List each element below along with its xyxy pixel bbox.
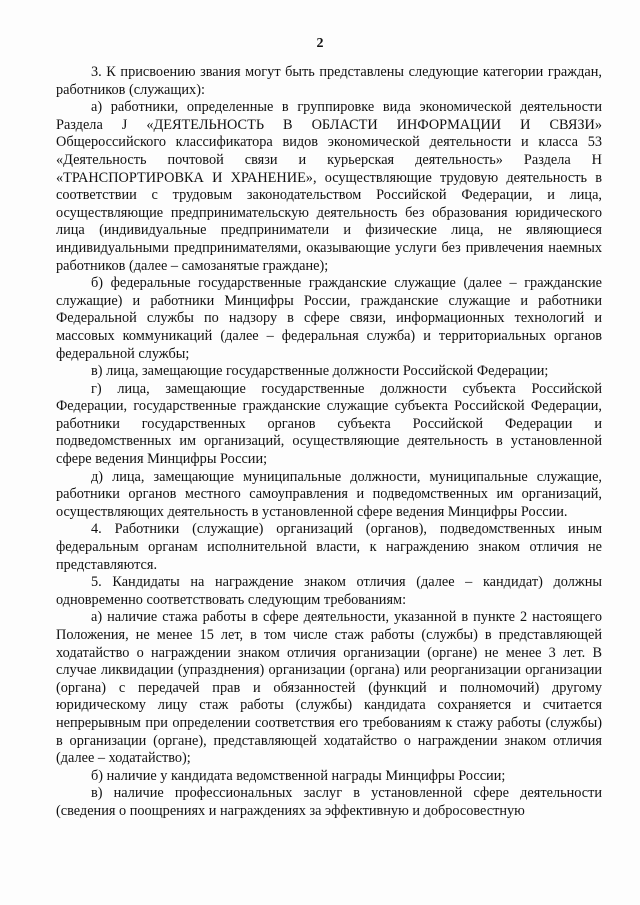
paragraph-5: 5. Кандидаты на награждение знаком отличия (далее – кандидат) должны одновременно соответствовать следующим требованиям:: [56, 574, 602, 608]
paragraph-3d: д) лица, замещающие муниципальные должности, муниципальные служащие, работники органов местного самоуправления и подведомственных им организаций, осуществляющих деятельность в установленной сфере ведения Минцифры России.: [56, 468, 602, 520]
paragraph-3a: а) работники, определенные в группировке вида экономической деятельности Раздела J «ДЕЯТЕЛЬНОСТЬ В ОБЛАСТИ ИНФОРМАЦИИ И СВЯЗИ» Общероссийского классификатора видов экономической деятельности и класса 53 «Деятельность почтовой связи и курьерская деятельность» Раздела Н «ТРАНСПОРТИРОВКА И ХРАНЕНИЕ», осуществляющие трудовую деятельность в соответствии с трудовым законодательством Российской Федерации, и лица, осуществляющие предпринимательскую деятельность без образования юридического лица (индивидуальные предприниматели и физические лица, не являющиеся индивидуальными предпринимателями, оказывающие услуги без привлечения наемных работников (далее – самозанятые граждане);: [56, 99, 602, 274]
paragraph-3: 3. К присвоению звания могут быть представлены следующие категории граждан, работников (служащих):: [56, 64, 602, 98]
paragraph-3v: в) лица, замещающие государственные должности Российской Федерации;: [91, 363, 549, 380]
paragraph-3b: б) федеральные государственные гражданские служащие (далее – гражданские служащие) и работники Минцифры России, гражданские служащие и работники Федеральной службы по надзору в сфере связи, информационных технологий и массовых коммуникаций (далее – федеральная служба) и территориальных органов федеральной службы;: [56, 275, 602, 362]
paragraph-4: 4. Работники (служащие) организаций (органов), подведомственных иным федеральным органам исполнительной власти, к награждению знаком отличия не представляются.: [56, 521, 602, 573]
paragraph-5v: в) наличие профессиональных заслуг в установленной сфере деятельности (сведения о поощрениях и награждениях за эффективную и добросовестную: [56, 785, 602, 819]
paragraph-3g: г) лица, замещающие государственные должности субъекта Российской Федерации, государственные гражданские служащие субъекта Российской Федерации, работники государственных органов субъекта Российской Федерации и подведомственных им организаций, осуществляющие деятельность в установленной сфере ведения Минцифры России;: [56, 380, 602, 468]
paragraph-5a: а) наличие стажа работы в сфере деятельности, указанной в пункте 2 настоящего Положения, не менее 15 лет, в том числе стаж работы (службы) в представляющей ходатайство о награждении знаком отличия организации (органе) не менее 3 лет. В случае ликвидации (упразднения) организации (органа) или реорганизации организации (органа) с передачей прав и обязанностей (функций и полномочий) другому юридическому лицу стаж работы (службы) кандидата сохраняется и считается непрерывным при определении соответствия его требованиям к стажу работы (службы) в организации (органе), представляющей ходатайство о награждении знаком отличия (далее – ходатайство);: [56, 609, 602, 767]
document-body: [56, 64, 602, 821]
page-number: 2: [316, 36, 324, 51]
paragraph-5b: б) наличие у кандидата ведомственной награды Минцифры России;: [91, 767, 506, 784]
